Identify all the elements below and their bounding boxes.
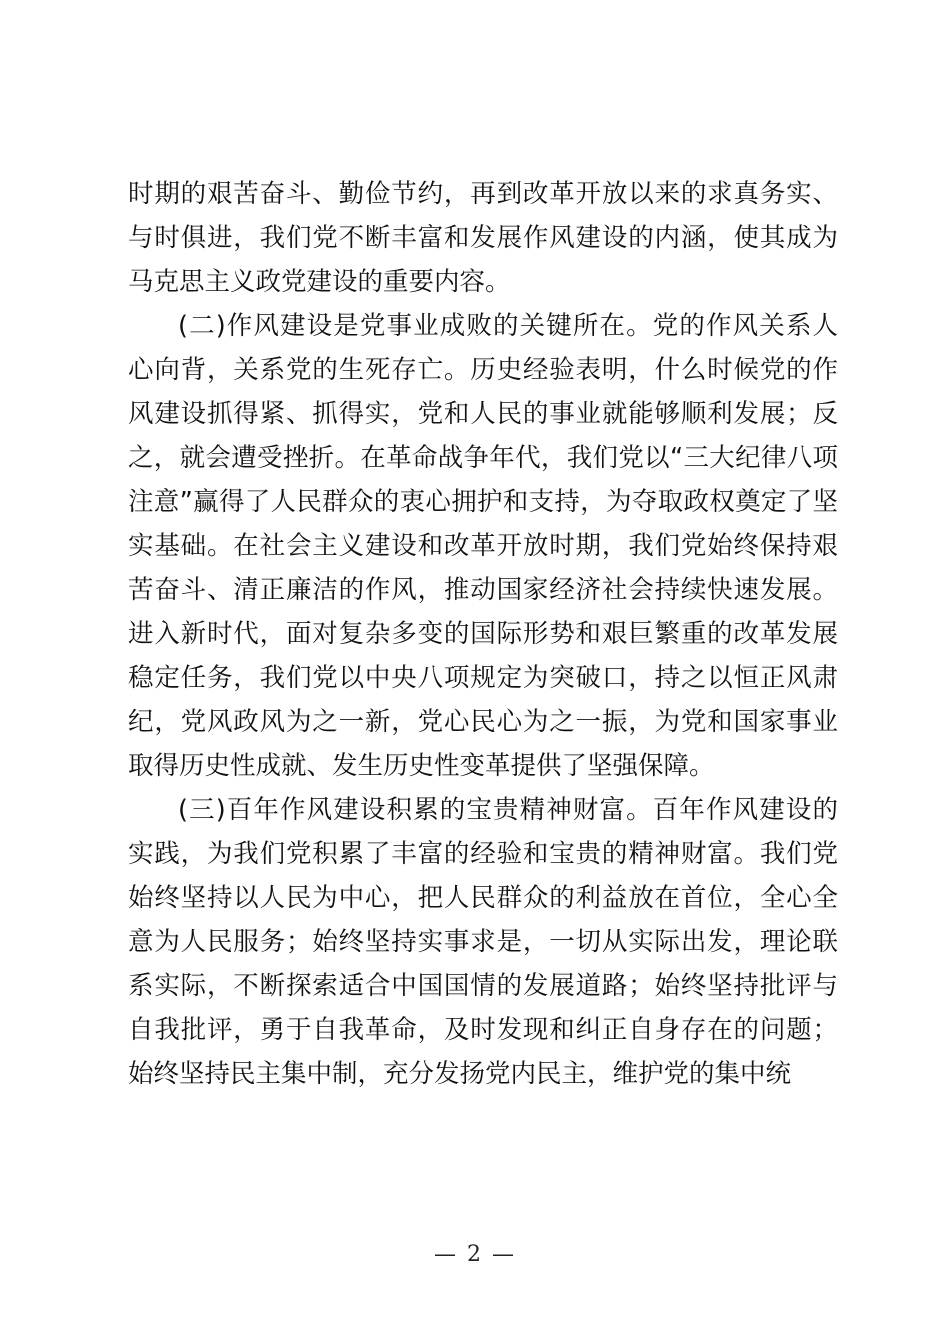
text-line: 稳定任务，我们党以中央八项规定为突破口，持之以恒正风肃	[128, 663, 838, 693]
section-heading-line: (二)作风建设是党事业成败的关键所在。党的作风关系人	[178, 311, 838, 341]
text-line: 系实际，不断探索适合中国国情的发展道路；始终坚持批评与	[128, 971, 838, 1001]
text-line: 取得历史性成就、发生历史性变革提供了坚强保障。	[128, 751, 715, 781]
text-line: 自我批评，勇于自我革命，及时发现和纠正自身存在的问题；	[128, 1015, 838, 1045]
text-line: 进入新时代，面对复杂多变的国际形势和艰巨繁重的改革发展	[128, 619, 838, 649]
page-number: — 2 —	[434, 1242, 516, 1267]
text-line: 与时俱进，我们党不断丰富和发展作风建设的内涵，使其成为	[128, 223, 838, 253]
text-line: 实践，为我们党积累了丰富的经验和宝贵的精神财富。我们党	[128, 839, 838, 869]
text-line: 之，就会遭受挫折。在革命战争年代，我们党以“三大纪律八项	[128, 443, 838, 473]
text-line: 苦奋斗、清正廉洁的作风，推动国家经济社会持续快速发展。	[128, 575, 838, 605]
text-line: 风建设抓得紧、抓得实，党和人民的事业就能够顺利发展；反	[128, 399, 838, 429]
text-line: 马克思主义政党建设的重要内容。	[128, 267, 511, 297]
text-line: 意为人民服务；始终坚持实事求是，一切从实际出发，理论联	[128, 927, 838, 957]
text-line: 时期的艰苦奋斗、勤俭节约，再到改革开放以来的求真务实、	[128, 179, 838, 209]
text-line: 始终坚持民主集中制，充分发扬党内民主，维护党的集中统	[128, 1059, 792, 1089]
text-line: 心向背，关系党的生死存亡。历史经验表明，什么时候党的作	[128, 355, 838, 385]
text-line: 始终坚持以人民为中心，把人民群众的利益放在首位，全心全	[128, 883, 838, 913]
text-line: 实基础。在社会主义建设和改革开放时期，我们党始终保持艰	[128, 531, 838, 561]
body-text	[128, 172, 838, 1096]
section-heading-line: (三)百年作风建设积累的宝贵精神财富。百年作风建设的	[178, 795, 838, 825]
text-line: 纪，党风政风为之一新，党心民心为之一振，为党和国家事业	[128, 707, 838, 737]
text-line: 注意”赢得了人民群众的衷心拥护和支持，为夺取政权奠定了坚	[128, 487, 838, 517]
